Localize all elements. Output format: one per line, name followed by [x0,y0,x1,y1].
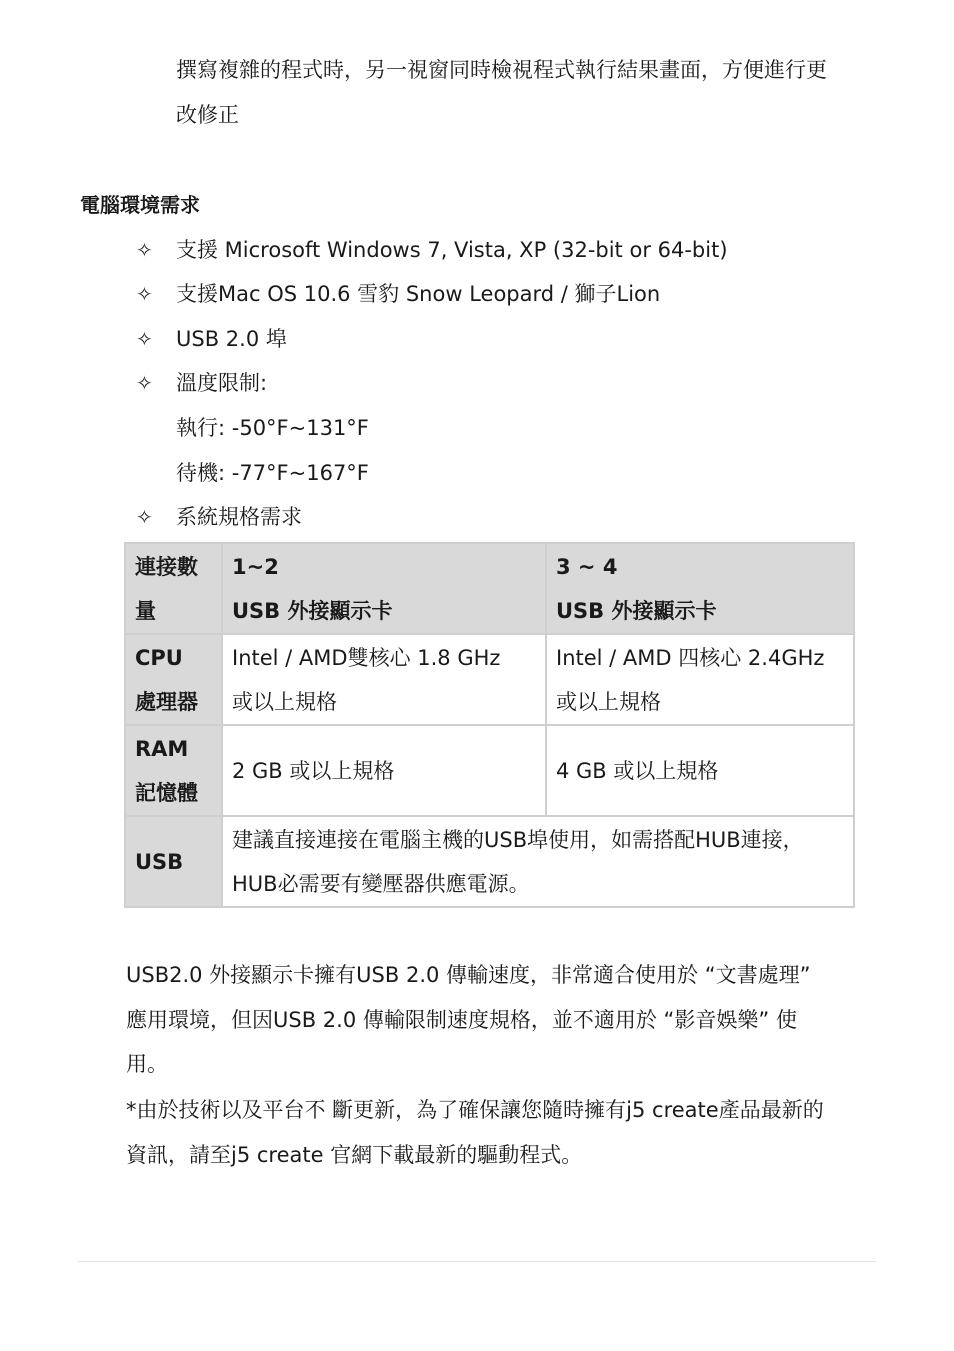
ram-label-cell [125,725,222,816]
bullet-os-windows [136,228,728,272]
bullet-text: 支援Mac OS 10.6 雪豹 Snow Leopard / 獅子Lion [176,282,661,306]
usb-label-cell: USB [125,816,222,907]
bullet-temperature [136,361,267,405]
header-col2-cell [546,543,854,634]
intro-line-2: 改修正 [176,103,239,127]
header-col2-line-2: USB 外接顯示卡 [556,598,717,623]
bullet-text: 支援 Microsoft Windows 7, Vista, XP (32-bit or 64-bit) [176,238,728,262]
header-label-line-2: 量 [135,598,156,623]
paragraph-2-line-2: 資訊，請至j5 create 官網下載最新的驅動程式。 [126,1143,583,1167]
table-row-cpu [125,634,854,725]
header-col1-cell [222,543,546,634]
bullet-text: 系統規格需求 [176,505,302,529]
cpu-col1-line-2: 或以上規格 [232,689,337,714]
diamond-star-icon: ✧ [136,505,153,529]
cpu-col2-line-1: Intel / AMD 四核心 2.4GHz [556,645,825,670]
temperature-operating: 執行: -50°F~131°F [176,416,369,440]
footer-divider [78,1261,876,1262]
paragraph-1-line-1: USB2.0 外接顯示卡擁有USB 2.0 傳輸速度，非常適合使用於 “文書處理” [126,963,811,987]
diamond-star-icon: ✧ [136,327,153,351]
cpu-col1-line-1: Intel / AMD雙核心 1.8 GHz [232,645,501,670]
cpu-label-line-2: 處理器 [135,689,198,714]
header-col1-line-1: 1~2 [232,554,279,579]
ram-col1-cell: 2 GB 或以上規格 [222,725,546,816]
cpu-col1-cell [222,634,546,725]
paragraph-1-line-2: 應用環境，但因USB 2.0 傳輸限制速度規格，並不適用於 “影音娛樂” 使 [126,1008,797,1032]
ram-label-line-1: RAM [135,736,189,761]
section-heading: 電腦環境需求 [80,193,200,217]
header-label-line-1: 連接數 [135,554,198,579]
bullet-text: 溫度限制: [176,371,268,395]
cpu-label-line-1: CPU [135,645,183,670]
ram-label-line-2: 記憶體 [135,780,198,805]
table-row-ram [125,725,854,816]
header-col1-line-2: USB 外接顯示卡 [232,598,393,623]
cpu-label-cell [125,634,222,725]
diamond-star-icon: ✧ [136,371,153,395]
system-spec-table [124,542,855,908]
bullet-usb-port [136,317,287,361]
diamond-star-icon: ✧ [136,282,153,306]
paragraph-2-line-1: *由於技術以及平台不 斷更新，為了確保讓您隨時擁有j5 create產品最新的 [126,1098,824,1122]
header-col2-line-1: 3 ~ 4 [556,554,618,579]
bullet-os-mac [136,272,660,316]
table-row-header [125,543,854,634]
bullet-text: USB 2.0 埠 [176,327,287,351]
header-label-cell [125,543,222,634]
usb-note-line-2: HUB必需要有變壓器供應電源。 [232,871,530,896]
paragraph-1-line-3: 用。 [126,1052,168,1076]
ram-col2-cell: 4 GB 或以上規格 [546,725,854,816]
usb-note-line-1: 建議直接連接在電腦主機的USB埠使用，如需搭配HUB連接， [232,827,804,852]
diamond-star-icon: ✧ [136,238,153,262]
table-row-usb [125,816,854,907]
cpu-col2-cell [546,634,854,725]
temperature-storage: 待機: -77°F~167°F [176,461,369,485]
usb-note-cell [222,816,854,907]
bullet-system-spec [136,495,302,539]
cpu-col2-line-2: 或以上規格 [556,689,661,714]
intro-line-1: 撰寫複雜的程式時，另一視窗同時檢視程式執行結果畫面，方便進行更 [176,58,827,82]
